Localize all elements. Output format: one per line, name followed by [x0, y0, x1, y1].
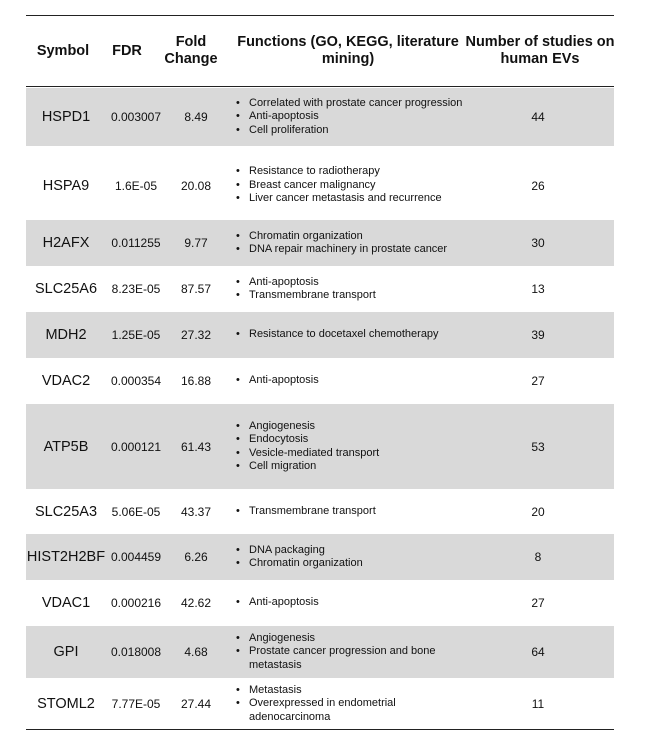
header-fdr: FDR	[112, 42, 142, 59]
function-item: • Transmembrane transport	[234, 505, 376, 519]
table-row	[26, 220, 614, 266]
cell-symbol: GPI	[53, 644, 79, 660]
functions-list	[234, 165, 442, 206]
cell-number-of-studies: 27	[531, 374, 545, 388]
cell-functions	[234, 534, 464, 580]
cell-fold-change: 42.62	[180, 596, 212, 610]
cell-number-of-studies: 13	[531, 282, 545, 296]
function-item: • Endocytosis	[234, 433, 379, 447]
cell-number-of-studies: 30	[531, 236, 545, 250]
cell-number-of-studies: 27	[531, 596, 545, 610]
cell-functions	[234, 220, 464, 266]
function-item: • Chromatin organization	[234, 230, 447, 244]
function-item: • Cell migration	[234, 460, 379, 474]
cell-fold-change: 16.88	[180, 374, 212, 388]
function-item: • Anti-apoptosis	[234, 110, 462, 124]
cell-symbol: SLC25A3	[34, 503, 98, 520]
cell-fdr: 0.004459	[110, 550, 162, 564]
cell-fdr: 0.018008	[110, 645, 162, 659]
cell-functions	[234, 626, 464, 678]
cell-fold-change: 6.26	[184, 550, 208, 564]
function-item: • Metastasis	[234, 684, 464, 698]
cell-fold-change: 43.37	[180, 504, 212, 519]
cell-number-of-studies: 39	[531, 328, 545, 342]
cell-fdr: 5.06E-05	[111, 504, 161, 519]
cell-symbol: H2AFX	[42, 235, 90, 251]
function-item: • Angiogenesis	[234, 420, 379, 434]
cell-functions	[234, 312, 464, 358]
cell-functions	[234, 404, 464, 489]
table-row	[26, 580, 614, 626]
function-item: • Correlated with prostate cancer progression	[234, 97, 462, 111]
function-item: • Liver cancer metastasis and recurrence	[234, 192, 442, 206]
cell-symbol: SLC25A6	[34, 281, 98, 297]
cell-symbol: VDAC2	[41, 373, 91, 389]
cell-number-of-studies: 26	[531, 178, 545, 193]
cell-fdr: 0.000216	[110, 596, 162, 610]
cell-functions	[234, 88, 464, 146]
header-fold-change: Fold Change	[164, 34, 218, 67]
function-item: • Overexpressed in endometrial adenocarcinoma	[234, 697, 464, 724]
cell-symbol: HIST2H2BF	[26, 549, 106, 565]
cell-functions	[234, 678, 464, 730]
table-row	[26, 489, 614, 534]
function-item: • Anti-apoptosis	[234, 374, 319, 388]
cell-number-of-studies: 53	[531, 439, 545, 454]
function-item: • Resistance to docetaxel chemotherapy	[234, 328, 439, 342]
cell-fold-change: 8.49	[184, 110, 208, 124]
table-row	[26, 678, 614, 730]
cell-fdr: 1.25E-05	[111, 328, 161, 342]
function-item: • Cell proliferation	[234, 124, 462, 138]
table-row	[26, 358, 614, 404]
cell-symbol: STOML2	[37, 696, 95, 712]
table-row	[26, 404, 614, 489]
header-symbol: Symbol	[36, 42, 90, 59]
cell-functions	[234, 358, 464, 404]
functions-list	[234, 276, 376, 303]
header-number-of-studies: Number of studies on human EVs	[465, 34, 615, 67]
functions-list	[234, 632, 464, 673]
cell-number-of-studies: 20	[531, 504, 545, 519]
cell-fdr: 0.003007	[110, 110, 162, 124]
table-row	[26, 312, 614, 358]
cell-symbol: HSPA9	[42, 177, 90, 194]
cell-fold-change: 4.68	[184, 645, 208, 659]
cell-fdr: 0.011255	[111, 236, 161, 250]
functions-list	[234, 420, 379, 474]
cell-fold-change: 20.08	[180, 178, 212, 193]
cell-number-of-studies: 8	[534, 550, 542, 564]
cell-number-of-studies: 64	[531, 645, 545, 659]
cell-symbol: VDAC1	[41, 595, 91, 611]
function-item: • Vesicle-mediated transport	[234, 447, 379, 461]
function-item: • Resistance to radiotherapy	[234, 165, 442, 179]
function-item: • Prostate cancer progression and bone metastasis	[234, 645, 464, 672]
table-row	[26, 534, 614, 580]
function-item: • Breast cancer malignancy	[234, 179, 442, 193]
function-item: • Anti-apoptosis	[234, 596, 319, 610]
cell-symbol: MDH2	[45, 327, 87, 343]
table-row	[26, 266, 614, 312]
cell-fdr: 0.000354	[110, 374, 162, 388]
cell-number-of-studies: 11	[531, 697, 545, 711]
cell-functions	[234, 580, 464, 626]
cell-fold-change: 27.32	[180, 328, 212, 342]
cell-functions	[234, 266, 464, 312]
function-item: • Anti-apoptosis	[234, 276, 376, 290]
table-row	[26, 626, 614, 678]
function-item: • DNA repair machinery in prostate cancer	[234, 243, 447, 257]
cell-symbol: ATP5B	[43, 438, 89, 455]
functions-list	[234, 328, 439, 342]
table-bottom-rule	[26, 729, 614, 730]
cell-fold-change: 9.77	[184, 236, 208, 250]
functions-list	[234, 505, 376, 519]
functions-list	[234, 684, 464, 725]
cell-fold-change: 61.43	[180, 439, 212, 454]
cell-fdr: 8.23E-05	[111, 282, 161, 296]
function-item: • Transmembrane transport	[234, 289, 376, 303]
functions-list	[234, 374, 319, 388]
function-item: • DNA packaging	[234, 544, 363, 558]
header-functions: Functions (GO, KEGG, literature mining)	[237, 34, 459, 67]
table-header-rule	[26, 86, 614, 87]
table-row	[26, 88, 614, 146]
cell-fdr: 0.000121	[110, 439, 162, 454]
function-item: • Angiogenesis	[234, 632, 464, 646]
cell-fold-change: 87.57	[180, 282, 212, 296]
functions-list	[234, 230, 447, 257]
cell-fdr: 7.77E-05	[111, 697, 161, 711]
function-item: • Chromatin organization	[234, 557, 363, 571]
cell-functions	[234, 489, 464, 534]
cell-fold-change: 27.44	[180, 697, 212, 711]
table-row	[26, 151, 614, 220]
cell-symbol: HSPD1	[41, 109, 91, 125]
cell-number-of-studies: 44	[531, 110, 545, 124]
functions-list	[234, 97, 462, 138]
functions-list	[234, 544, 363, 571]
cell-fdr: 1.6E-05	[114, 178, 158, 193]
functions-list	[234, 596, 319, 610]
cell-functions	[234, 151, 464, 220]
